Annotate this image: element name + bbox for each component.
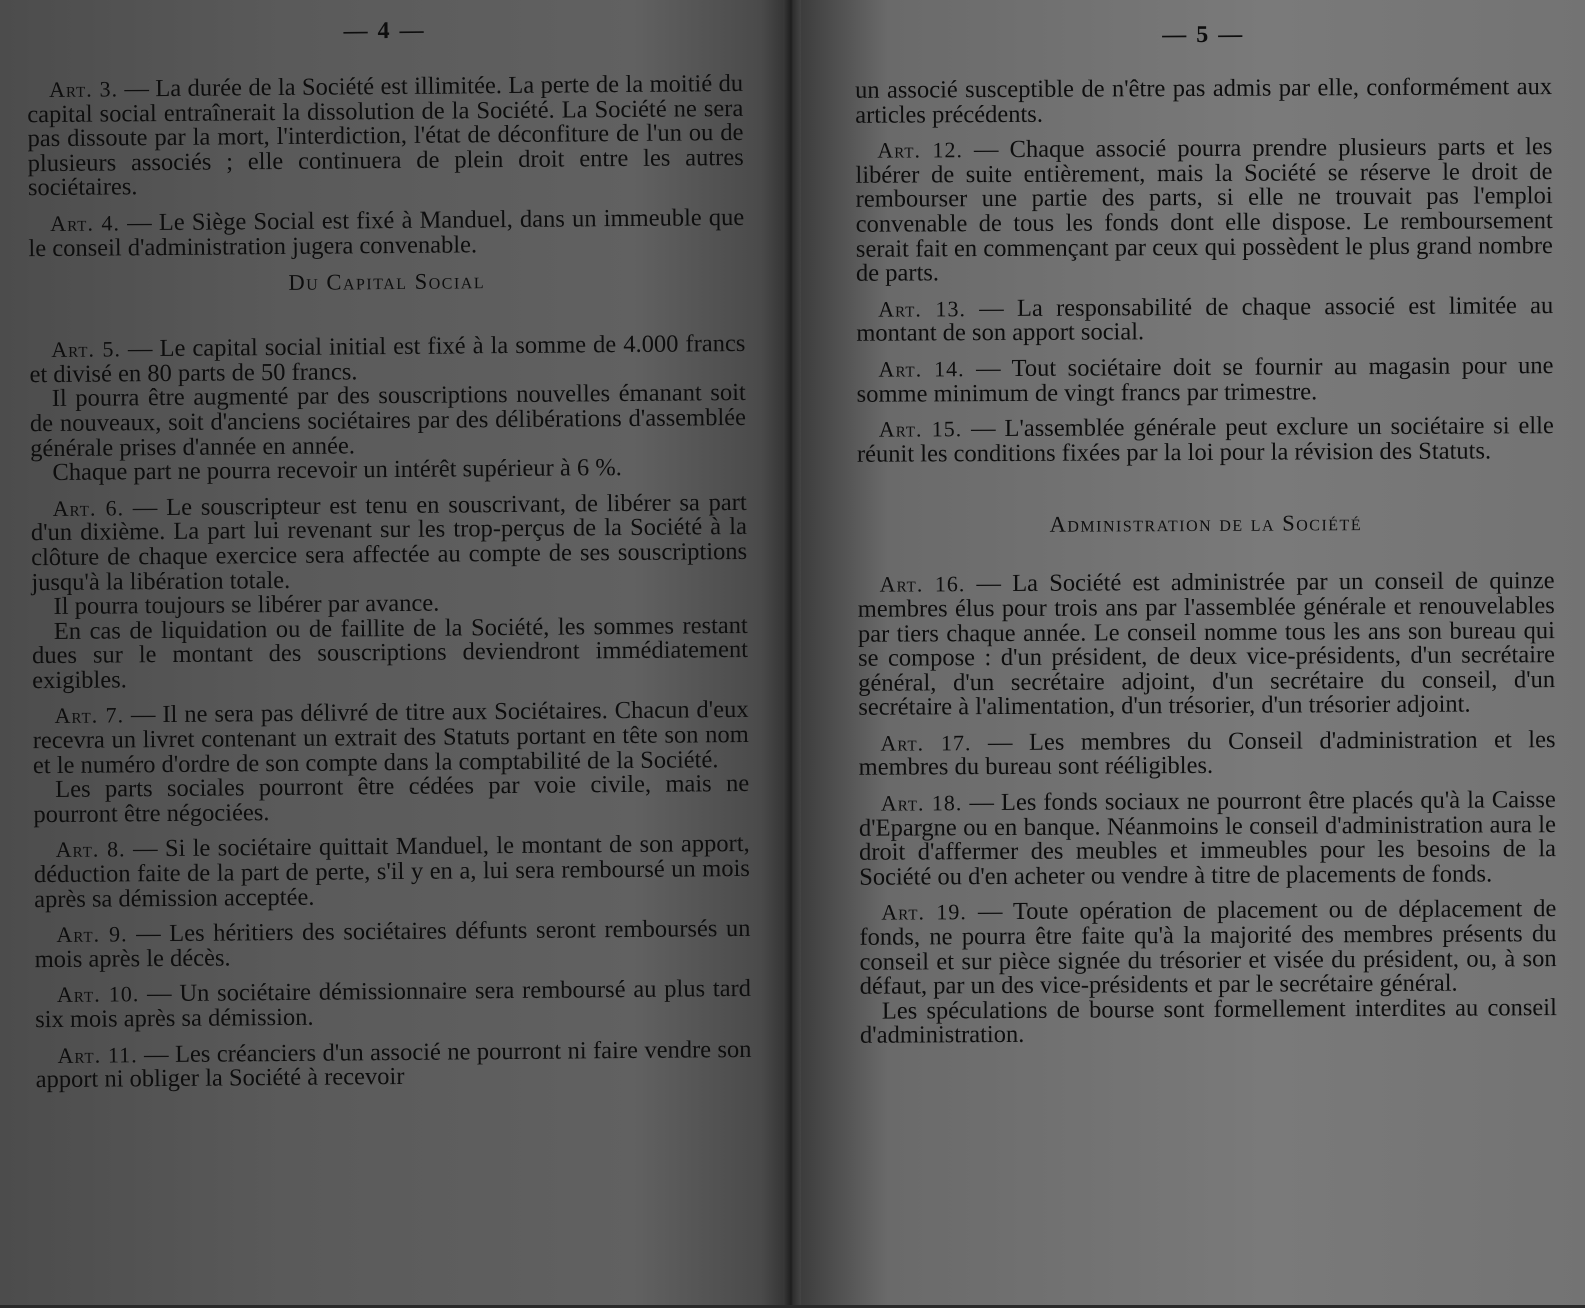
article-label: Art. 7. [54, 702, 125, 729]
article-paragraph [858, 569, 1556, 720]
article-paragraph [859, 895, 1557, 1000]
article-label: Art. 14. [878, 356, 965, 382]
article-text: — Le Siège Social est fixé à Manduel, dans un immeuble que le conseil d'administration jugera convenable. [28, 203, 745, 262]
article-paragraph [859, 788, 1557, 890]
article-paragraph [857, 414, 1554, 467]
article-text: Chaque part ne pourra recevoir un intérêt supérieur à 6 %. [52, 454, 622, 487]
article-paragraph [33, 772, 749, 827]
article-paragraph [34, 917, 750, 972]
article-text: — Les créanciers d'un associé ne pourront ni faire vendre son apport ni obliger la Société à recevoir [35, 1035, 752, 1094]
article-text: — La responsabilité de chaque associé est limitée au montant de son apport social. [856, 291, 1554, 348]
article-text: Il pourra être augmenté par des souscriptions nouvelles émanant soit de nouveaux, soit d'anciens sociétaires par des délibérations d'assemblée générale prises d'année en année. [29, 379, 747, 462]
article-paragraph [855, 135, 1553, 286]
article-paragraph [30, 381, 747, 461]
article-label: Art. 6. [52, 495, 125, 521]
article-text: — Il ne sera pas délivré de titre aux Sociétaires. Chacun d'eux recevra un livret contenant un extrait des Statuts portant en tête son nom et le numéro d'ordre de son compte dans la comptabilité de la Société. [32, 696, 749, 779]
article-paragraph [35, 1037, 751, 1092]
page-number: — 5 — [1162, 21, 1245, 49]
article-label: Art. 18. [880, 790, 963, 816]
section-heading: Administration de la Société [1049, 510, 1363, 538]
article-label: Art. 8. [55, 836, 126, 863]
article-label: Art. 16. [879, 571, 966, 597]
article-paragraph [27, 69, 744, 202]
article-text: — Tout sociétaire doit se fournir au magasin pour une somme minimum de vingt francs par trimestre. [856, 352, 1554, 408]
article-paragraph [856, 291, 1554, 348]
article-text: — Chaque associé pourra prendre plusieurs parts et les libérer de suite entièrement, mais la Société se réserve le droit de rembourser une partie des parts, si elle ne trouvait pas l'emploi convenable de tous les fonds dont elle dispose. Le remboursement serait fait en commençant par ceux qui possèdent le plus grand nombre de parts. [855, 133, 1553, 287]
article-text: — Un sociétaire démissionnaire sera remboursé au plus tard six mois après sa démission. [35, 975, 752, 1034]
article-paragraph [34, 832, 751, 912]
article-label: Art. 12. [877, 137, 964, 163]
article-text: — La Société est administrée par un conseil de quinze membres élus pour trois ans par l'assemblée générale et renouvelables par tiers chaque année. Le conseil nomme tous les ans son bureau qui se compose : d'un président, de deux vice-présidents, d'un secrétaire général, d'un secrétaire adjoint, d'un secrétaire du conseil, d'un secrétaire à l'alimentation, d'un trésorier, d'un trésorier adjoint. [857, 567, 1556, 722]
article-text: En cas de liquidation ou de faillite de la Société, les sommes restant dues sur le montant des souscriptions deviendront immédiatement exigibles. [31, 611, 749, 695]
article-text: — Les héritiers des sociétaires défunts seront remboursés un mois après le décès. [34, 915, 751, 973]
article-text: — Si le sociétaire quittait Manduel, le montant de son apport, déduction faite de la part de perte, s'il y en a, lui sera remboursé un mois après sa démission acceptée. [33, 830, 751, 913]
article-paragraph [28, 203, 745, 262]
article-text: Les parts sociales pourront être cédées par voie civile, mais ne pourront être négociées. [33, 770, 750, 829]
article-label: Art. 13. [878, 295, 967, 322]
page-number: — 4 — [343, 17, 426, 45]
article-text: — Les membres du Conseil d'administration et les membres du bureau sont rééligibles. [858, 725, 1556, 782]
article-text: — Toute opération de placement ou de déplacement de fonds, ne pourra être faite qu'à la majorité des membres présents du conseil et sur pièce signée du trésorier et visée du président, ou, à son défaut, par un des vice-présidents et par le secrétaire général. [859, 895, 1557, 1000]
article-label: Art. 5. [51, 336, 122, 363]
article-text: un associé susceptible de n'être pas admis par elle, conformément aux articles précédents. [854, 73, 1553, 129]
article-text: — Le capital social initial est fixé à la somme de 4.000 francs et divisé en 80 parts de 50 francs. [29, 330, 746, 388]
article-label: Art. 19. [881, 899, 967, 926]
article-text: — Le souscripteur est tenu en souscrivant, de libérer sa part d'un dixième. La part lui revenant sur les trop-perçus de la Société à la clôture de chaque exercice sera affectée au compte de ses souscriptions jusqu'à la libération totale. [30, 488, 748, 596]
article-paragraph [35, 977, 751, 1032]
article-label: Art. 9. [56, 921, 128, 948]
right-page [797, 0, 1585, 1307]
article-text: — La durée de la Société est illimitée. La perte de la moitié du capital social entraînerait la dissolution de la Société. La Société ne sera pas dissoute par la mort, l'interdiction, l'état de déconfiture de l'un ou de plusieurs associés ; elle continuera de plein droit entre les autres sociétaires. [27, 69, 744, 202]
article-text: Il pourra toujours se libérer par avance. [53, 589, 440, 621]
page-body [855, 75, 1557, 1049]
article-paragraph [30, 455, 746, 486]
article-label: Art. 3. [48, 76, 119, 102]
article-paragraph [856, 354, 1553, 407]
article-text: Les spéculations de bourse sont formellement interdites au conseil d'administration. [859, 993, 1557, 1050]
article-label: Art. 10. [56, 981, 140, 1008]
article-text: — Les fonds sociaux ne pourront être placés qu'à la Caisse d'Epargne ou en banque. Néanmoins le conseil d'administration aura le droit d'affermer des meubles et immeubles pour les besoins de la Société ou d'en acheter ou vendre à titre de placements de fonds. [858, 786, 1557, 891]
article-paragraph [858, 725, 1556, 782]
article-label: Art. 15. [878, 416, 963, 442]
article-paragraph [859, 993, 1557, 1050]
section-heading: Du Capital Social [288, 268, 486, 296]
article-text: — L'assemblée générale peut exclure un sociétaire si elle réunit les conditions fixées par la loi pour la révision des Statuts. [856, 412, 1554, 468]
page-body [27, 69, 752, 1094]
article-label: Art. 17. [880, 730, 972, 756]
article-paragraph [31, 611, 749, 695]
article-label: Art. 4. [50, 210, 121, 236]
article-label: Art. 11. [57, 1041, 138, 1068]
article-paragraph [32, 698, 749, 778]
article-paragraph [855, 75, 1552, 128]
article-paragraph [30, 488, 748, 596]
